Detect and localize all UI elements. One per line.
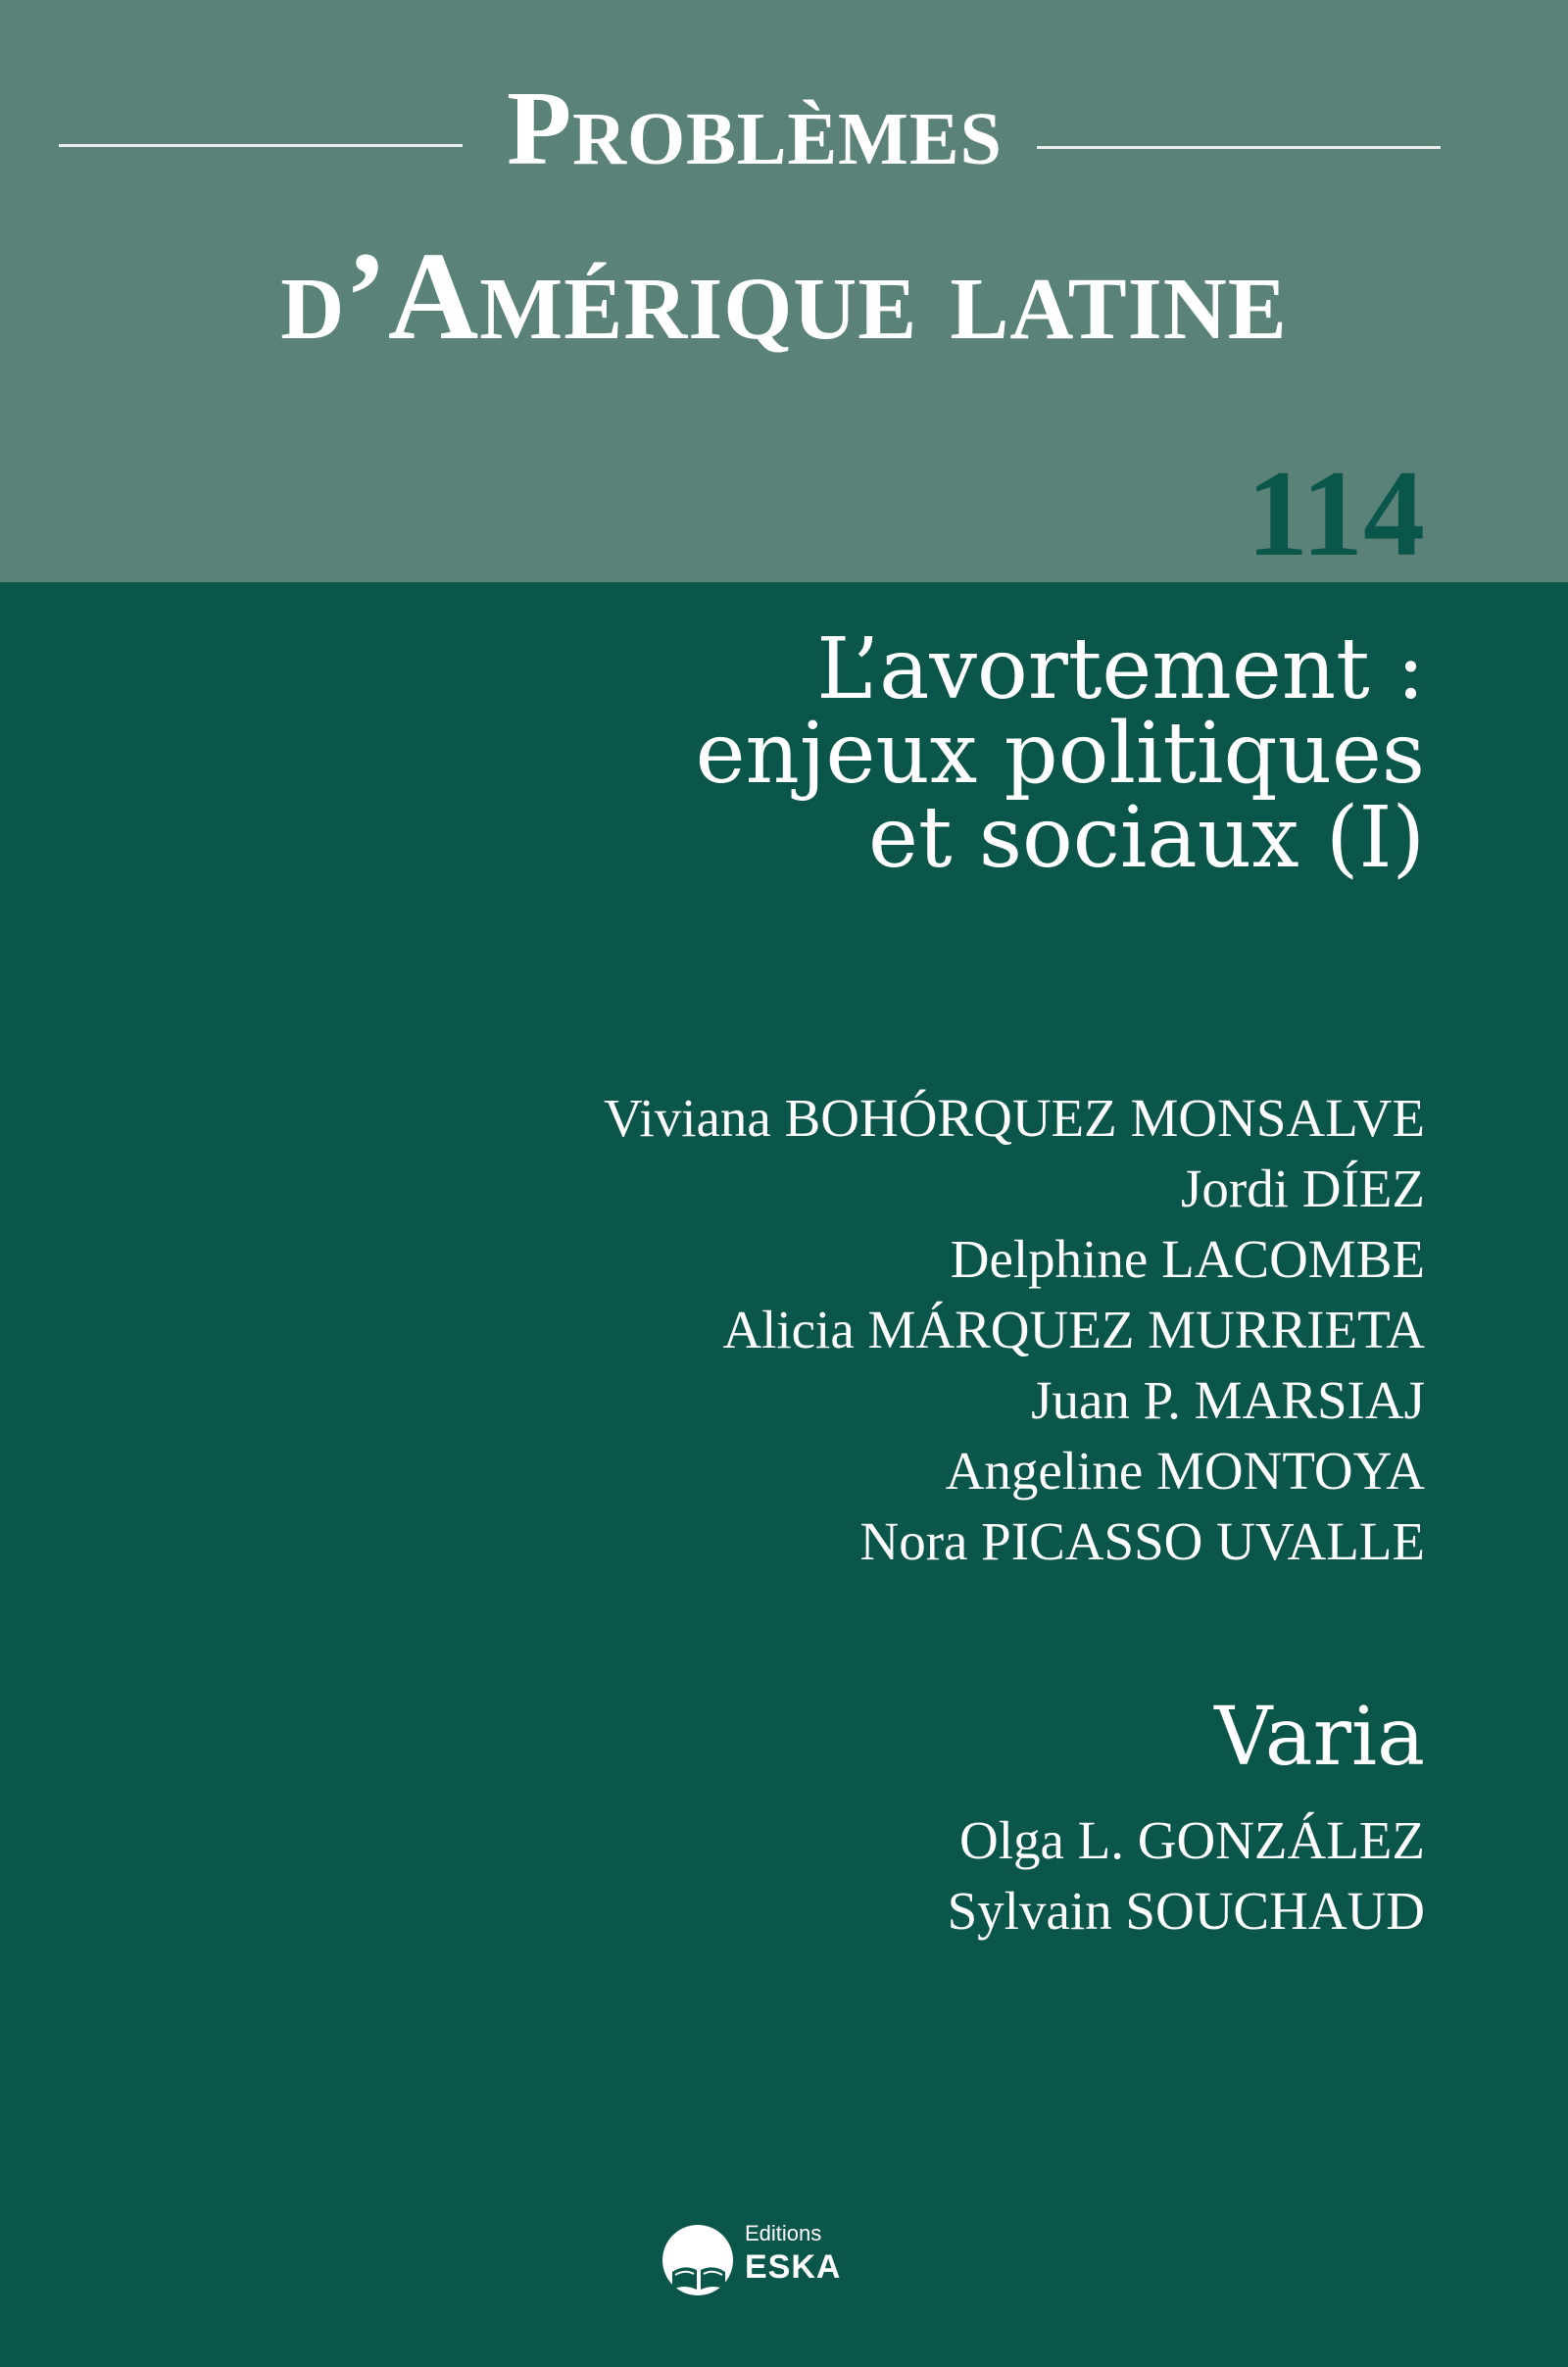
author-name: Olga L. GONZÁLEZ bbox=[958, 1810, 1425, 1870]
open-book-icon bbox=[661, 2225, 737, 2299]
theme-title-line: et sociaux (I) bbox=[868, 789, 1425, 887]
author-name: Alicia MÁRQUEZ MURRIETA bbox=[722, 1300, 1425, 1359]
author-name: Juan P. MARSIAJ bbox=[1031, 1370, 1425, 1430]
author-name: Sylvain SOUCHAUD bbox=[947, 1881, 1425, 1941]
author-name: Angeline MONTOYA bbox=[945, 1441, 1425, 1501]
author-name: Viviana BOHÓRQUEZ MONSALVE bbox=[604, 1088, 1425, 1148]
author-name: Jordi DÍEZ bbox=[1181, 1159, 1425, 1218]
author-name: Delphine LACOMBE bbox=[950, 1229, 1425, 1289]
publisher-label: Editions bbox=[745, 2221, 822, 2245]
theme-authors-list bbox=[445, 1083, 1425, 1577]
issue-number: 114 bbox=[1246, 446, 1425, 582]
author-name: Nora PICASSO UVALLE bbox=[859, 1511, 1425, 1571]
theme-title-line: L’avortement : bbox=[816, 620, 1425, 718]
theme-title-line: enjeux politiques bbox=[695, 705, 1425, 803]
varia-authors-list bbox=[445, 1805, 1425, 1947]
journal-title-line2: d’Amérique latine bbox=[280, 226, 1288, 366]
journal-title-line1: Problèmes bbox=[507, 71, 1003, 187]
publisher-logo bbox=[661, 2217, 842, 2292]
title-rule-left bbox=[59, 144, 463, 147]
title-rule-right bbox=[1037, 146, 1441, 149]
varia-heading: Varia bbox=[1214, 1691, 1425, 1784]
theme-title bbox=[347, 620, 1425, 887]
publisher-name: ESKA bbox=[745, 2248, 842, 2286]
